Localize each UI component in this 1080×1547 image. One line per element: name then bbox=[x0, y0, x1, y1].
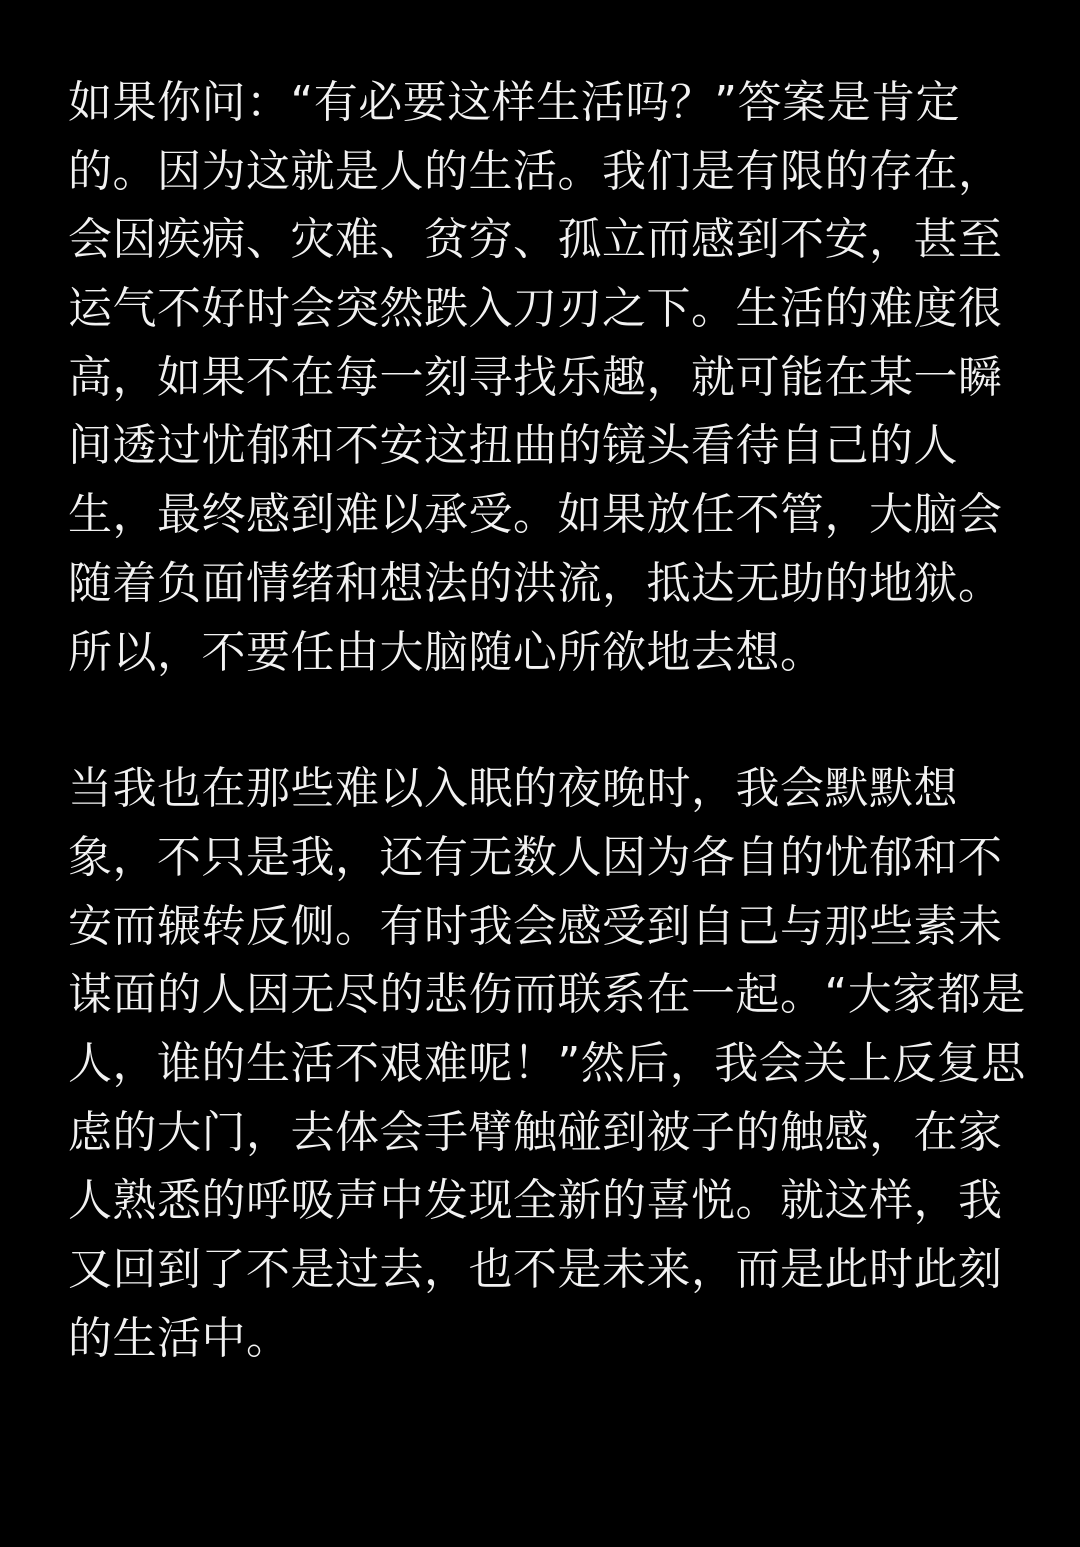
text-line: 人熟悉的呼吸声中发现全新的喜悦。就这样，我 bbox=[68, 1175, 1003, 1227]
text-line: 间透过忧郁和不安这扭曲的镜头看待自己的人 bbox=[68, 420, 958, 472]
text-line: 会因疾病、灾难、贫穷、孤立而感到不安，甚至 bbox=[68, 214, 1003, 266]
text-line: 的生活中。 bbox=[68, 1312, 291, 1364]
text-line: 的。因为这就是人的生活。我们是有限的存在， bbox=[68, 145, 1003, 197]
text-line: 如果你问：“有必要这样生活吗？”答案是肯定 bbox=[68, 77, 961, 128]
text-line: 安而辗转反侧。有时我会感受到自己与那些素未 bbox=[68, 900, 1003, 952]
text-line: 虑的大门，去体会手臂触碰到被子的触感，在家 bbox=[68, 1106, 1003, 1158]
text-line: 运气不好时会突然跌入刀刃之下。生活的难度很 bbox=[68, 283, 1003, 335]
text-line: 象，不只是我，还有无数人因为各自的忧郁和不 bbox=[68, 831, 1003, 883]
article-body bbox=[68, 69, 1058, 1373]
text-line: 生，最终感到难以承受。如果放任不管，大脑会 bbox=[68, 489, 1003, 541]
text-line: 谋面的人因无尽的悲伤而联系在一起。“大家都是 bbox=[68, 969, 1026, 1021]
paragraph-2 bbox=[68, 755, 1058, 1373]
text-line: 高，如果不在每一刻寻找乐趣，就可能在某一瞬 bbox=[68, 351, 1003, 403]
text-line: 随着负面情绪和想法的洪流，抵达无助的地狱。 bbox=[68, 557, 1003, 609]
paragraph-1 bbox=[68, 69, 1058, 687]
text-line: 又回到了不是过去，也不是未来，而是此时此刻 bbox=[68, 1244, 1003, 1295]
text-line: 所以，不要任由大脑随心所欲地去想。 bbox=[68, 626, 825, 678]
text-line: 人，谁的生活不艰难呢！”然后，我会关上反复思 bbox=[68, 1037, 1026, 1089]
text-line: 当我也在那些难以入眠的夜晚时，我会默默想 bbox=[68, 763, 958, 815]
